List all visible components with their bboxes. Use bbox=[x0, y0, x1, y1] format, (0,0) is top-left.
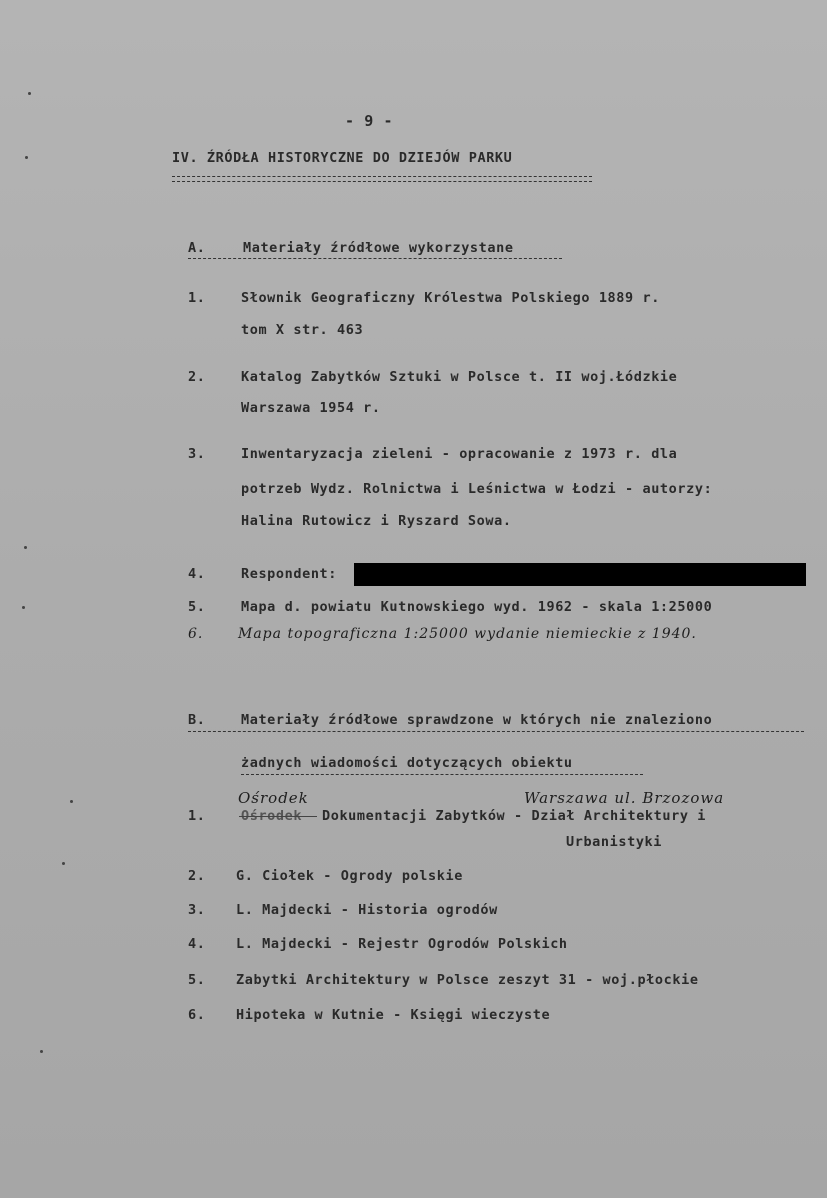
section-b-heading-line-2: żadnych wiadomości dotyczących obiektu bbox=[241, 755, 573, 771]
title-double-underline bbox=[172, 176, 592, 182]
a-item-1-line-1: Słownik Geograficzny Królestwa Polskiego 1889 r. bbox=[241, 290, 660, 306]
scan-speck bbox=[25, 156, 28, 159]
a-item-3-line-1: Inwentaryzacja zieleni - opracowanie z 1973 r. dla bbox=[241, 446, 678, 462]
scan-speck bbox=[70, 800, 73, 803]
b-item-2-num: 2. bbox=[188, 868, 206, 884]
b-item-1-handwritten-word: Ośrodek bbox=[238, 789, 309, 807]
b-item-1-num: 1. bbox=[188, 808, 206, 824]
section-b-letter: B. bbox=[188, 712, 206, 728]
a-item-1-num: 1. bbox=[188, 290, 206, 306]
a-item-5-line-1: Mapa d. powiatu Kutnowskiego wyd. 1962 - skala 1:25000 bbox=[241, 599, 713, 615]
a-item-3-num: 3. bbox=[188, 446, 206, 462]
a-item-4-num: 4. bbox=[188, 566, 206, 582]
b-item-2-text: G. Ciołek - Ogrody polskie bbox=[236, 868, 463, 884]
section-title: IV. ŹRÓDŁA HISTORYCZNE DO DZIEJÓW PARKU bbox=[172, 150, 513, 166]
b-item-1-text: Dokumentacji Zabytków - Dział Architektury i bbox=[322, 808, 707, 824]
scan-speck bbox=[62, 862, 65, 865]
section-a-heading: Materiały źródłowe wykorzystane bbox=[243, 240, 514, 256]
section-b-underline-1 bbox=[188, 731, 804, 732]
a-item-2-num: 2. bbox=[188, 369, 206, 385]
scan-speck bbox=[28, 92, 31, 95]
b-item-5-text: Zabytki Architektury w Polsce zeszyt 31 - woj.płockie bbox=[236, 972, 699, 988]
section-b-heading-line-1: Materiały źródłowe sprawdzone w których nie znaleziono bbox=[241, 712, 713, 728]
a-item-6-num: 6. bbox=[188, 626, 204, 642]
scan-speck bbox=[22, 606, 25, 609]
b-item-3-text: L. Majdecki - Historia ogrodów bbox=[236, 902, 498, 918]
b-item-6-text: Hipoteka w Kutnie - Księgi wieczyste bbox=[236, 1007, 551, 1023]
strikethrough-line bbox=[239, 816, 317, 817]
b-item-5-num: 5. bbox=[188, 972, 206, 988]
b-item-1-struck-word: Ośrodek bbox=[241, 808, 303, 824]
a-item-4-label: Respondent: bbox=[241, 566, 338, 582]
section-a-letter: A. bbox=[188, 240, 206, 256]
a-item-5-num: 5. bbox=[188, 599, 206, 615]
scan-speck bbox=[40, 1050, 43, 1053]
b-item-4-text: L. Majdecki - Rejestr Ogrodów Polskich bbox=[236, 936, 568, 952]
a-item-3-line-3: Halina Rutowicz i Ryszard Sowa. bbox=[241, 513, 512, 529]
a-item-2-line-1: Katalog Zabytków Sztuki w Polsce t. II woj.Łódzkie bbox=[241, 369, 678, 385]
a-item-2-line-2: Warszawa 1954 r. bbox=[241, 400, 381, 416]
a-item-6-handwritten: Mapa topograficzna 1:25000 wydanie niemieckie z 1940. bbox=[238, 626, 697, 642]
b-item-1-continuation: Urbanistyki bbox=[566, 834, 663, 850]
b-item-6-num: 6. bbox=[188, 1007, 206, 1023]
section-b-underline-2 bbox=[241, 774, 643, 775]
a-item-1-line-2: tom X str. 463 bbox=[241, 322, 364, 338]
section-a-underline bbox=[188, 258, 562, 259]
scan-speck bbox=[24, 546, 27, 549]
b-item-3-num: 3. bbox=[188, 902, 206, 918]
redaction-bar bbox=[354, 563, 806, 586]
b-item-4-num: 4. bbox=[188, 936, 206, 952]
a-item-3-line-2: potrzeb Wydz. Rolnictwa i Leśnictwa w Łodzi - autorzy: bbox=[241, 481, 713, 497]
page-number: - 9 - bbox=[345, 112, 394, 130]
b-item-1-handwritten-address: Warszawa ul. Brzozowa bbox=[524, 789, 725, 807]
